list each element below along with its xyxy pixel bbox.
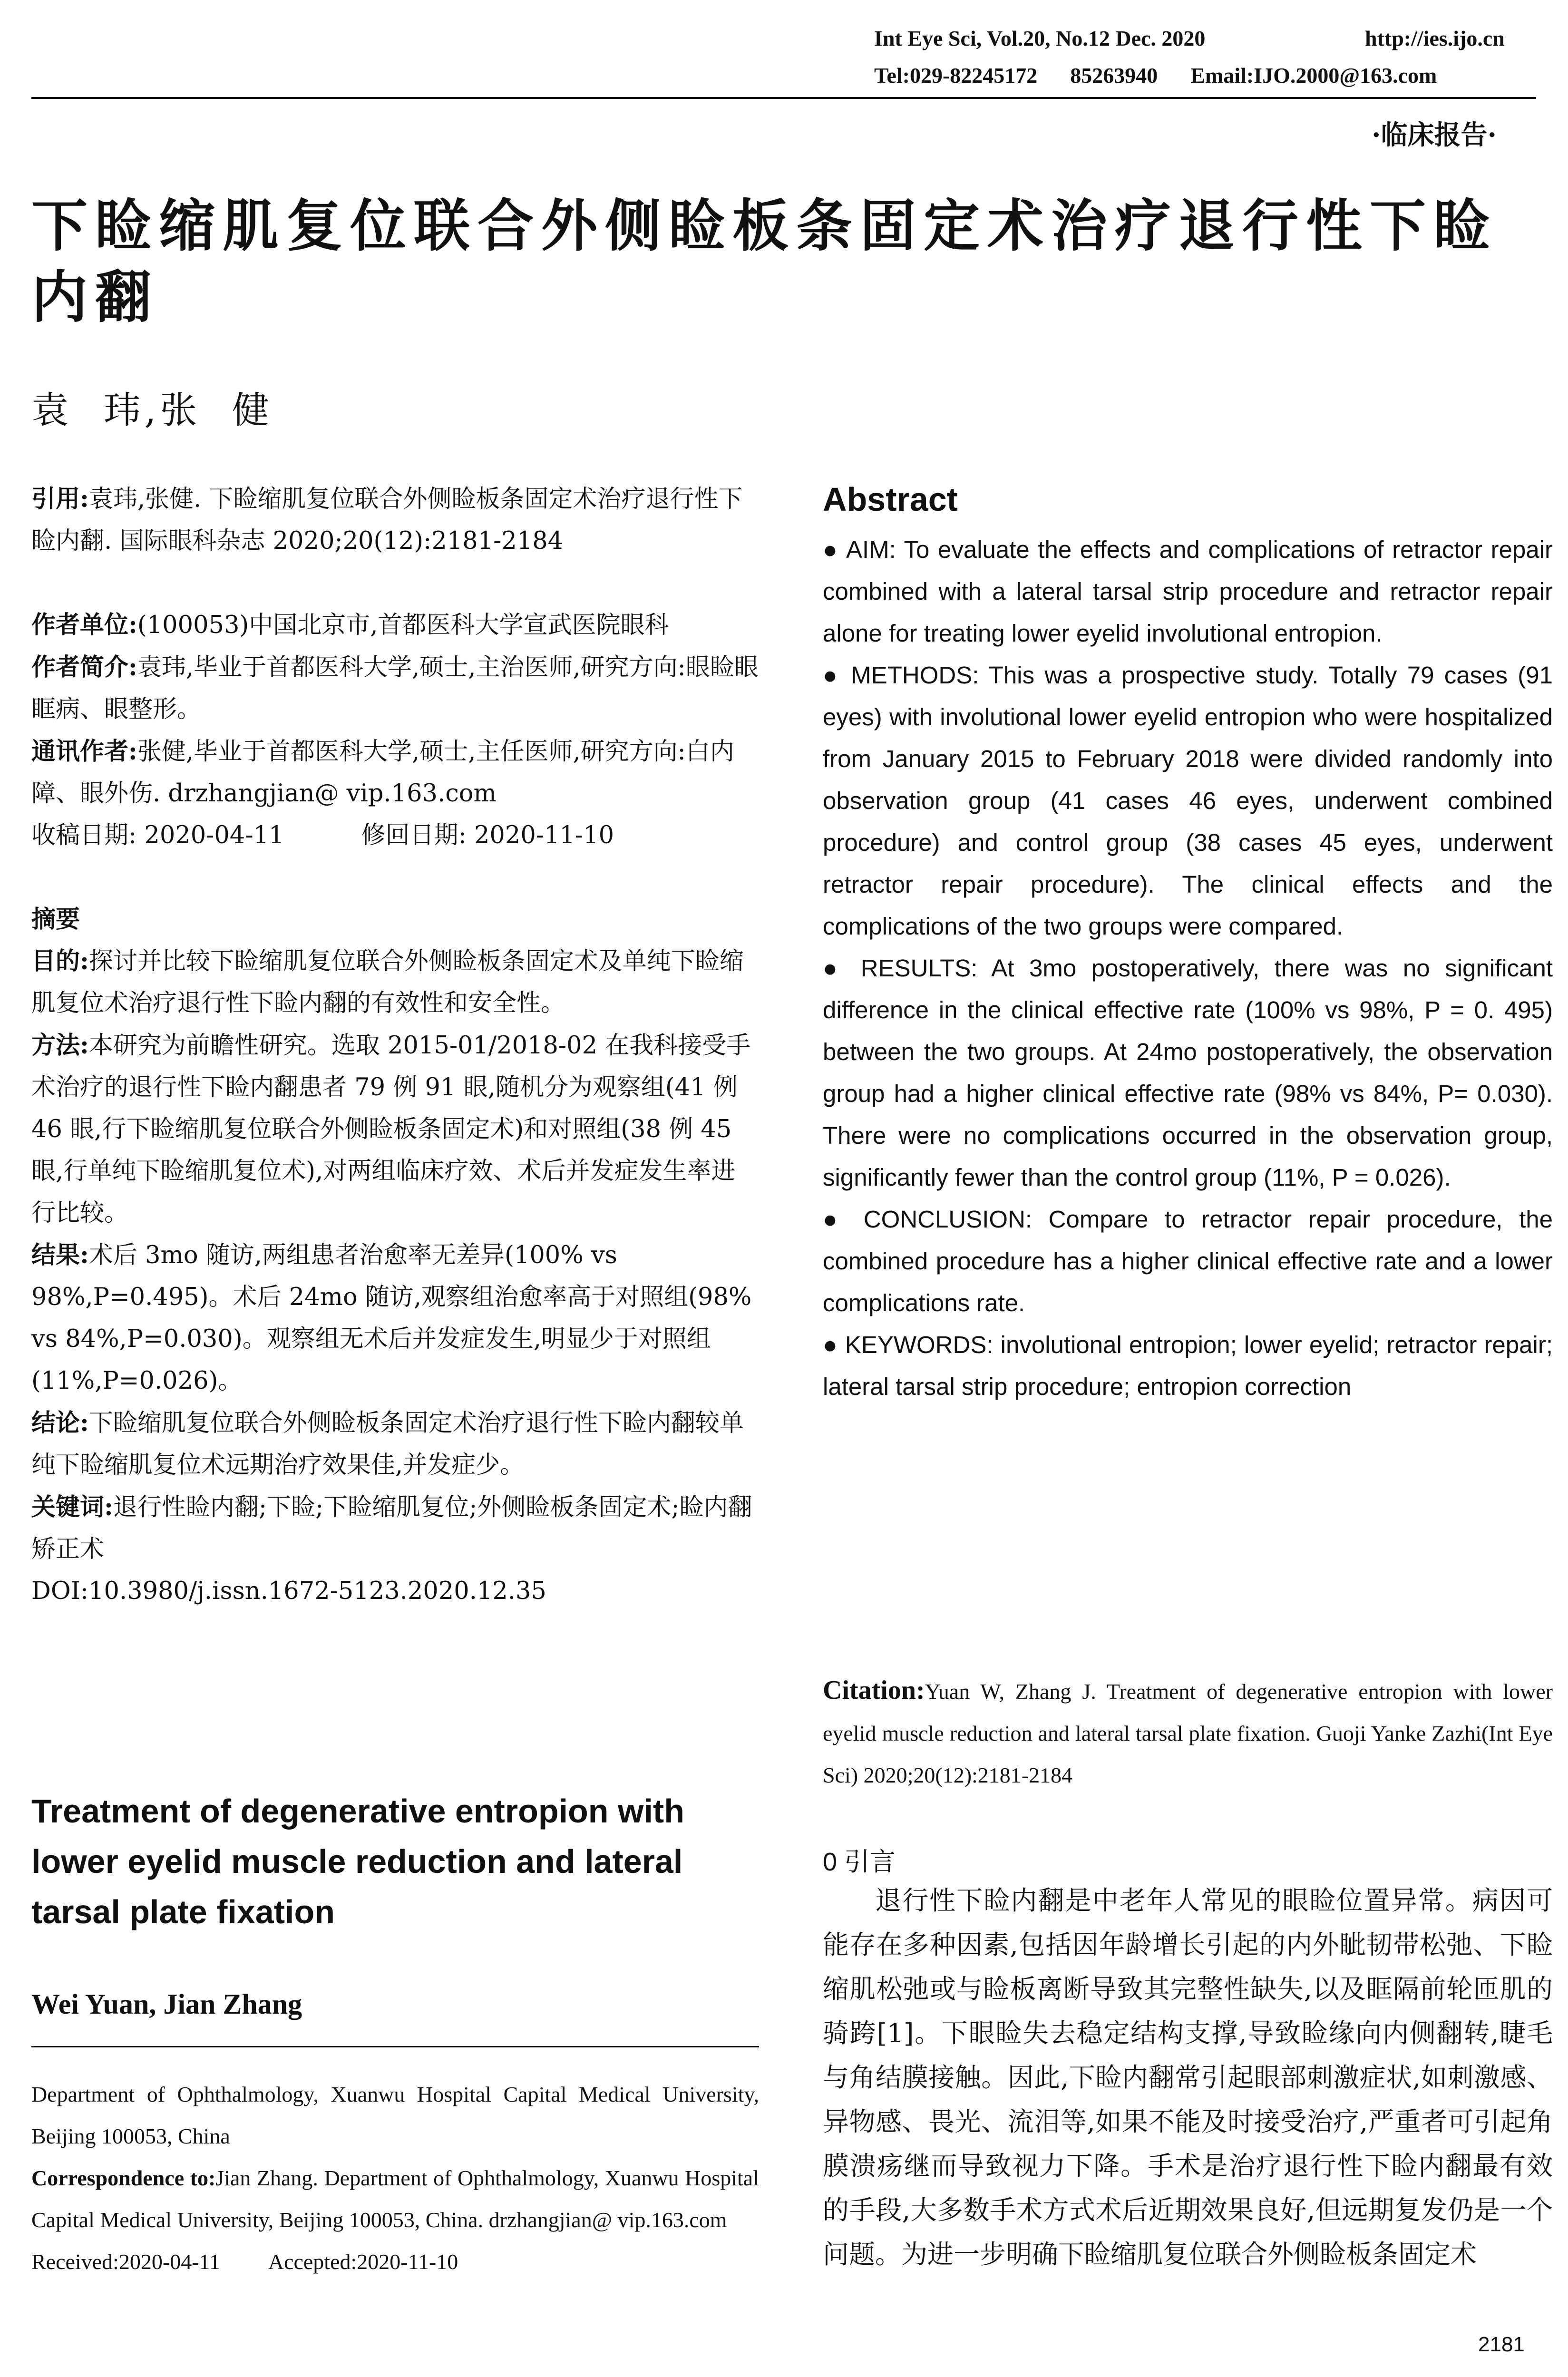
section-tag: ·临床报告· <box>1372 119 1497 151</box>
aim-label: 目的: <box>31 947 89 975</box>
journal-url[interactable]: http://ies.ijo.cn <box>1365 26 1505 50</box>
intro-text: 退行性下睑内翻是中老年人常见的眼睑位置异常。病因可能存在多种因素,包括因年龄增长引起的内外眦韧带松弛、下睑缩肌松弛或与睑板离断导致其完整性缺失,以及眶隔前轮匝肌的骑跨[1]。下眼睑失去稳定结构支撑,导致睑缘向内侧翻转,睫毛与角结膜接触。因此,下睑内翻常引起眼部刺激症状,如刺激感、异物感、畏光、流泪等,如果不能及时接受治疗,严重者可引起角膜溃疡继而导致视力下降。手术是治疗退行性下睑内翻最有效的手段,大多数手术方式术后近期效果良好,但远期复发仍是一个问题。为进一步明确下睑缩肌复位联合外侧睑板条固定术 <box>823 1885 1553 2270</box>
authors-cn: 袁 玮,张 健 <box>31 389 273 432</box>
english-title: Treatment of degenerative entropion with lower eyelid muscle reduction and lateral tarsal plate fixation <box>31 1792 684 1930</box>
citation-cn <box>31 478 759 562</box>
english-dept: Department of Ophthalmology, Xuanwu Hospital Capital Medical University, Beijing 100053, China <box>31 2082 759 2148</box>
bio-text: 袁玮,毕业于首都医科大学,硕士,主治医师,研究方向:眼睑眼眶病、眼整形。 <box>31 653 759 723</box>
english-accepted: Accepted:2020-11-10 <box>268 2250 458 2274</box>
doi[interactable]: DOI:10.3980/j.issn.1672-5123.2020.12.35 <box>31 1577 546 1605</box>
corr-label: 通讯作者: <box>31 737 137 766</box>
english-affiliation <box>31 2074 759 2283</box>
english-authors: Wei Yuan, Jian Zhang <box>31 1988 302 2020</box>
abstract-keywords: ● KEYWORDS: involutional entropion; lower eyelid; retractor repair; lateral tarsal strip procedure; entropion correction <box>823 1331 1553 1400</box>
received-date: 收稿日期: 2020-04-11 <box>31 821 284 849</box>
aim-text: 探讨并比较下睑缩肌复位联合外侧睑板条固定术及单纯下睑缩肌复位术治疗退行性下睑内翻的有效性和安全性。 <box>31 947 744 1017</box>
citation-en-label: Citation: <box>823 1676 925 1705</box>
english-corr-label: Correspondence to: <box>31 2166 216 2190</box>
results-text: 术后 3mo 随访,两组患者治愈率无差异(100% vs 98%,P=0.495)。术后 24mo 随访,观察组治愈率高于对照组(98% vs 84%,P=0.030)。观察组无术后并发症发生,明显少于对照组(11%,P=0.026)。 <box>31 1241 752 1395</box>
affil-text: (100053)中国北京市,首都医科大学宣武医院眼科 <box>137 611 669 639</box>
keywords-text: 退行性睑内翻;下睑;下睑缩肌复位;外侧睑板条固定术;睑内翻矫正术 <box>31 1493 752 1563</box>
intro-heading: 0 引言 <box>823 1848 896 1876</box>
page-title: 下睑缩肌复位联合外侧睑板条固定术治疗退行性下睑内翻 <box>31 193 1498 330</box>
abstract-methods: ● METHODS: This was a prospective study. Totally 79 cases (91 eyes) with involutional lower eyelid entropion who were hospitalized from January 2015 to February 2018 were divided randomly into observation group (41 cases 46 eyes, underwent combined procedure) and control group (38 cases 45 eyes, underwent retractor repair procedure). The clinical effects and the complications of the two groups were compared. <box>823 662 1553 940</box>
header-rule <box>31 97 1536 99</box>
english-corr-text: Jian Zhang. Department of Ophthalmology, Xuanwu Hospital Capital Medical University, Beijing 100053, China. drzhangjian@ vip.163.com <box>31 2166 759 2232</box>
bio-label: 作者简介: <box>31 653 137 682</box>
affil-rule <box>31 2046 759 2047</box>
affil-label: 作者单位: <box>31 611 137 639</box>
citation-en <box>823 1669 1553 1796</box>
contact-line: Tel:029-82245172 85263940 Email:IJO.2000@163.com <box>874 63 1437 88</box>
english-received: Received:2020-04-11 <box>31 2250 220 2274</box>
results-label: 结果: <box>31 1241 89 1269</box>
citation-en-text: Yuan W, Zhang J. Treatment of degenerative entropion with lower eyelid muscle reduction and lateral tarsal plate fixation. Guoji Yanke Zazhi(Int Eye Sci) 2020;20(12):2181-2184 <box>823 1679 1553 1787</box>
abstract-heading-cn: 摘要 <box>31 905 80 934</box>
citation-text: 袁玮,张健. 下睑缩肌复位联合外侧睑板条固定术治疗退行性下睑内翻. 国际眼科杂志 2020;20(12):2181-2184 <box>31 485 743 555</box>
methods-label: 方法: <box>31 1031 89 1060</box>
abstract-body <box>823 529 1553 1408</box>
keywords-label: 关键词: <box>31 1493 113 1521</box>
conclusion-text: 下睑缩肌复位联合外侧睑板条固定术治疗退行性下睑内翻较单纯下睑缩肌复位术远期治疗效果佳,并发症少。 <box>31 1409 744 1479</box>
corr-text: 张健,毕业于首都医科大学,硕士,主任医师,研究方向:白内障、眼外伤. drzhangjian@ vip.163.com <box>31 738 734 808</box>
abstract-results: ● RESULTS: At 3mo postoperatively, there was no significant difference in the clinical effective rate (100% vs 98%, P = 0. 495) between the two groups. At 24mo postoperatively, the observation group had a higher clinical effective rate (98% vs 84%, P= 0.030). There were no complications occurred in the observation group, significantly fewer than the control group (11%, P = 0.026). <box>823 955 1553 1191</box>
conclusion-label: 结论: <box>31 1409 89 1437</box>
abstract-conclusion: ● CONCLUSION: Compare to retractor repair procedure, the combined procedure has a higher clinical effective rate and a lower complications rate. <box>823 1206 1553 1316</box>
journal-line: Int Eye Sci, Vol.20, No.12 Dec. 2020 <box>874 26 1206 50</box>
left-column <box>31 478 759 1612</box>
revised-date: 修回日期: 2020-11-10 <box>361 821 614 849</box>
page-number: 2181 <box>1478 2333 1525 2356</box>
citation-label: 引用: <box>31 485 89 513</box>
abstract-aim: ● AIM: To evaluate the effects and complications of retractor repair combined with a lateral tarsal strip procedure and retractor repair alone for treating lower eyelid involutional entropion. <box>823 536 1553 647</box>
methods-text: 本研究为前瞻性研究。选取 2015-01/2018-02 在我科接受手术治疗的退行性下睑内翻患者 79 例 91 眼,随机分为观察组(41 例 46 眼,行下睑缩肌复位联合外侧睑板条固定术)和对照组(38 例 45 眼,行单纯下睑缩肌复位术),对两组临床疗效、术后并发症发生率进行比较。 <box>31 1032 751 1227</box>
abstract-title: Abstract <box>823 481 958 518</box>
